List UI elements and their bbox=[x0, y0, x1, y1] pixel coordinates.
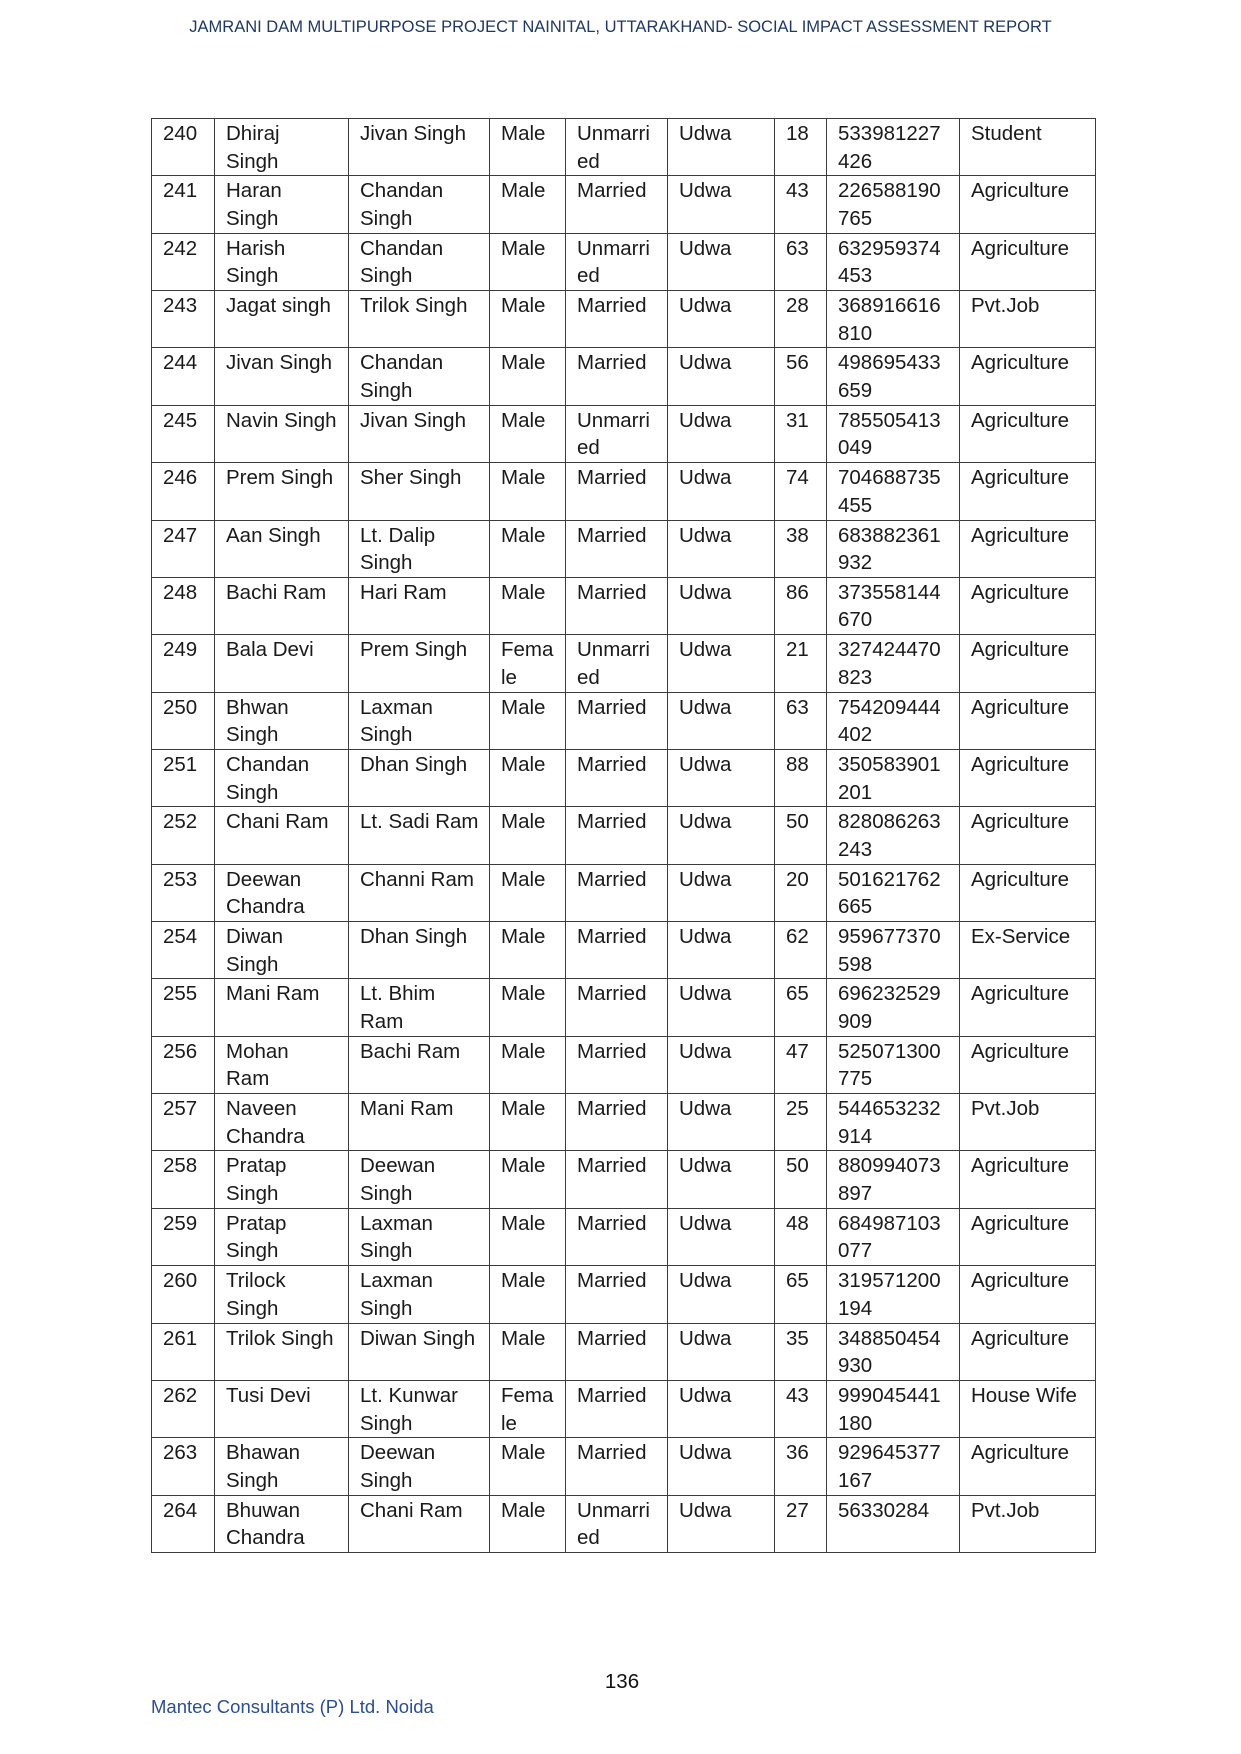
name-cell: Jagat singh bbox=[215, 291, 349, 348]
name-cell: Prem Singh bbox=[215, 463, 349, 520]
marital-status-cell: Married bbox=[566, 864, 668, 921]
id-number-cell: 754209444 402 bbox=[827, 692, 960, 749]
id-number-cell: 525071300 775 bbox=[827, 1036, 960, 1093]
father-name-cell: Diwan Singh bbox=[349, 1323, 490, 1380]
village-cell: Udwa bbox=[668, 1208, 775, 1265]
gender-cell: Male bbox=[490, 1036, 566, 1093]
id-number-cell: 350583901 201 bbox=[827, 749, 960, 806]
village-cell: Udwa bbox=[668, 1495, 775, 1552]
village-cell: Udwa bbox=[668, 807, 775, 864]
table-row bbox=[152, 635, 1096, 692]
marital-status-cell: Married bbox=[566, 749, 668, 806]
footer-company-name: Mantec Consultants (P) Ltd. Noida bbox=[151, 1696, 434, 1717]
village-cell: Udwa bbox=[668, 405, 775, 462]
age-cell: 50 bbox=[775, 807, 827, 864]
gender-cell: Fema le bbox=[490, 635, 566, 692]
occupation-cell: Agriculture bbox=[960, 979, 1096, 1036]
age-cell: 88 bbox=[775, 749, 827, 806]
serial-number-cell: 256 bbox=[152, 1036, 215, 1093]
name-cell: Chani Ram bbox=[215, 807, 349, 864]
serial-number-cell: 243 bbox=[152, 291, 215, 348]
father-name-cell: Channi Ram bbox=[349, 864, 490, 921]
village-cell: Udwa bbox=[668, 1266, 775, 1323]
marital-status-cell: Married bbox=[566, 291, 668, 348]
occupation-cell: Agriculture bbox=[960, 1151, 1096, 1208]
village-cell: Udwa bbox=[668, 1438, 775, 1495]
name-cell: Chandan Singh bbox=[215, 749, 349, 806]
name-cell: Pratap Singh bbox=[215, 1208, 349, 1265]
name-cell: Navin Singh bbox=[215, 405, 349, 462]
age-cell: 27 bbox=[775, 1495, 827, 1552]
occupation-cell: Agriculture bbox=[960, 749, 1096, 806]
id-number-cell: 696232529 909 bbox=[827, 979, 960, 1036]
page-number: 136 bbox=[604, 1670, 640, 1693]
serial-number-cell: 262 bbox=[152, 1380, 215, 1437]
village-cell: Udwa bbox=[668, 1151, 775, 1208]
father-name-cell: Laxman Singh bbox=[349, 1266, 490, 1323]
age-cell: 36 bbox=[775, 1438, 827, 1495]
gender-cell: Male bbox=[490, 119, 566, 176]
serial-number-cell: 245 bbox=[152, 405, 215, 462]
occupation-cell: Agriculture bbox=[960, 1208, 1096, 1265]
serial-number-cell: 250 bbox=[152, 692, 215, 749]
table-row bbox=[152, 1266, 1096, 1323]
age-cell: 43 bbox=[775, 1380, 827, 1437]
father-name-cell: Sher Singh bbox=[349, 463, 490, 520]
occupation-cell: Ex-Service bbox=[960, 922, 1096, 979]
village-cell: Udwa bbox=[668, 348, 775, 405]
occupation-cell: Agriculture bbox=[960, 1266, 1096, 1323]
marital-status-cell: Unmarri ed bbox=[566, 1495, 668, 1552]
serial-number-cell: 251 bbox=[152, 749, 215, 806]
age-cell: 65 bbox=[775, 979, 827, 1036]
name-cell: Dhiraj Singh bbox=[215, 119, 349, 176]
serial-number-cell: 252 bbox=[152, 807, 215, 864]
serial-number-cell: 257 bbox=[152, 1094, 215, 1151]
name-cell: Harish Singh bbox=[215, 233, 349, 290]
data-table bbox=[151, 118, 1096, 1553]
occupation-cell: Agriculture bbox=[960, 864, 1096, 921]
village-cell: Udwa bbox=[668, 291, 775, 348]
gender-cell: Male bbox=[490, 1208, 566, 1265]
table-row bbox=[152, 520, 1096, 577]
id-number-cell: 498695433 659 bbox=[827, 348, 960, 405]
age-cell: 43 bbox=[775, 176, 827, 233]
age-cell: 74 bbox=[775, 463, 827, 520]
age-cell: 18 bbox=[775, 119, 827, 176]
marital-status-cell: Married bbox=[566, 1323, 668, 1380]
father-name-cell: Chani Ram bbox=[349, 1495, 490, 1552]
table-row bbox=[152, 864, 1096, 921]
father-name-cell: Prem Singh bbox=[349, 635, 490, 692]
village-cell: Udwa bbox=[668, 1036, 775, 1093]
name-cell: Mohan Ram bbox=[215, 1036, 349, 1093]
gender-cell: Male bbox=[490, 520, 566, 577]
marital-status-cell: Married bbox=[566, 463, 668, 520]
father-name-cell: Deewan Singh bbox=[349, 1151, 490, 1208]
name-cell: Deewan Chandra bbox=[215, 864, 349, 921]
name-cell: Bhwan Singh bbox=[215, 692, 349, 749]
marital-status-cell: Married bbox=[566, 979, 668, 1036]
serial-number-cell: 261 bbox=[152, 1323, 215, 1380]
marital-status-cell: Married bbox=[566, 1094, 668, 1151]
marital-status-cell: Married bbox=[566, 1380, 668, 1437]
serial-number-cell: 244 bbox=[152, 348, 215, 405]
gender-cell: Male bbox=[490, 749, 566, 806]
table-row bbox=[152, 692, 1096, 749]
village-cell: Udwa bbox=[668, 864, 775, 921]
gender-cell: Male bbox=[490, 807, 566, 864]
age-cell: 65 bbox=[775, 1266, 827, 1323]
name-cell: Aan Singh bbox=[215, 520, 349, 577]
gender-cell: Male bbox=[490, 979, 566, 1036]
serial-number-cell: 241 bbox=[152, 176, 215, 233]
id-number-cell: 327424470 823 bbox=[827, 635, 960, 692]
name-cell: Diwan Singh bbox=[215, 922, 349, 979]
table-row bbox=[152, 922, 1096, 979]
table-row bbox=[152, 1036, 1096, 1093]
id-number-cell: 828086263 243 bbox=[827, 807, 960, 864]
age-cell: 38 bbox=[775, 520, 827, 577]
father-name-cell: Lt. Bhim Ram bbox=[349, 979, 490, 1036]
id-number-cell: 880994073 897 bbox=[827, 1151, 960, 1208]
id-number-cell: 683882361 932 bbox=[827, 520, 960, 577]
id-number-cell: 684987103 077 bbox=[827, 1208, 960, 1265]
marital-status-cell: Married bbox=[566, 922, 668, 979]
occupation-cell: Agriculture bbox=[960, 692, 1096, 749]
table-row bbox=[152, 1438, 1096, 1495]
table-row bbox=[152, 405, 1096, 462]
serial-number-cell: 240 bbox=[152, 119, 215, 176]
gender-cell: Male bbox=[490, 463, 566, 520]
serial-number-cell: 246 bbox=[152, 463, 215, 520]
father-name-cell: Bachi Ram bbox=[349, 1036, 490, 1093]
village-cell: Udwa bbox=[668, 1323, 775, 1380]
village-cell: Udwa bbox=[668, 577, 775, 634]
id-number-cell: 959677370 598 bbox=[827, 922, 960, 979]
occupation-cell: Agriculture bbox=[960, 463, 1096, 520]
id-number-cell: 929645377 167 bbox=[827, 1438, 960, 1495]
name-cell: Haran Singh bbox=[215, 176, 349, 233]
marital-status-cell: Unmarri ed bbox=[566, 233, 668, 290]
id-number-cell: 785505413 049 bbox=[827, 405, 960, 462]
gender-cell: Male bbox=[490, 348, 566, 405]
id-number-cell: 226588190 765 bbox=[827, 176, 960, 233]
id-number-cell: 319571200 194 bbox=[827, 1266, 960, 1323]
occupation-cell: Agriculture bbox=[960, 1323, 1096, 1380]
age-cell: 28 bbox=[775, 291, 827, 348]
gender-cell: Male bbox=[490, 1495, 566, 1552]
marital-status-cell: Married bbox=[566, 1438, 668, 1495]
age-cell: 63 bbox=[775, 692, 827, 749]
name-cell: Tusi Devi bbox=[215, 1380, 349, 1437]
table-row bbox=[152, 807, 1096, 864]
father-name-cell: Lt. Kunwar Singh bbox=[349, 1380, 490, 1437]
serial-number-cell: 259 bbox=[152, 1208, 215, 1265]
table-row bbox=[152, 1094, 1096, 1151]
age-cell: 56 bbox=[775, 348, 827, 405]
table-row bbox=[152, 577, 1096, 634]
marital-status-cell: Married bbox=[566, 692, 668, 749]
age-cell: 86 bbox=[775, 577, 827, 634]
village-cell: Udwa bbox=[668, 749, 775, 806]
marital-status-cell: Married bbox=[566, 1151, 668, 1208]
table-row bbox=[152, 348, 1096, 405]
father-name-cell: Jivan Singh bbox=[349, 405, 490, 462]
father-name-cell: Lt. Sadi Ram bbox=[349, 807, 490, 864]
gender-cell: Male bbox=[490, 1323, 566, 1380]
id-number-cell: 348850454 930 bbox=[827, 1323, 960, 1380]
age-cell: 21 bbox=[775, 635, 827, 692]
serial-number-cell: 242 bbox=[152, 233, 215, 290]
serial-number-cell: 258 bbox=[152, 1151, 215, 1208]
age-cell: 50 bbox=[775, 1151, 827, 1208]
village-cell: Udwa bbox=[668, 635, 775, 692]
village-cell: Udwa bbox=[668, 1094, 775, 1151]
occupation-cell: House Wife bbox=[960, 1380, 1096, 1437]
gender-cell: Male bbox=[490, 922, 566, 979]
father-name-cell: Laxman Singh bbox=[349, 692, 490, 749]
occupation-cell: Agriculture bbox=[960, 176, 1096, 233]
gender-cell: Male bbox=[490, 233, 566, 290]
id-number-cell: 501621762 665 bbox=[827, 864, 960, 921]
occupation-cell: Agriculture bbox=[960, 520, 1096, 577]
serial-number-cell: 248 bbox=[152, 577, 215, 634]
id-number-cell: 704688735 455 bbox=[827, 463, 960, 520]
village-cell: Udwa bbox=[668, 979, 775, 1036]
id-number-cell: 373558144 670 bbox=[827, 577, 960, 634]
marital-status-cell: Married bbox=[566, 348, 668, 405]
serial-number-cell: 255 bbox=[152, 979, 215, 1036]
occupation-cell: Agriculture bbox=[960, 348, 1096, 405]
occupation-cell: Agriculture bbox=[960, 635, 1096, 692]
serial-number-cell: 260 bbox=[152, 1266, 215, 1323]
table-row bbox=[152, 1323, 1096, 1380]
father-name-cell: Chandan Singh bbox=[349, 233, 490, 290]
name-cell: Bala Devi bbox=[215, 635, 349, 692]
village-cell: Udwa bbox=[668, 463, 775, 520]
village-cell: Udwa bbox=[668, 922, 775, 979]
occupation-cell: Pvt.Job bbox=[960, 1495, 1096, 1552]
gender-cell: Male bbox=[490, 1266, 566, 1323]
occupation-cell: Agriculture bbox=[960, 577, 1096, 634]
gender-cell: Male bbox=[490, 577, 566, 634]
id-number-cell: 999045441 180 bbox=[827, 1380, 960, 1437]
table-row bbox=[152, 979, 1096, 1036]
id-number-cell: 632959374 453 bbox=[827, 233, 960, 290]
age-cell: 63 bbox=[775, 233, 827, 290]
age-cell: 35 bbox=[775, 1323, 827, 1380]
gender-cell: Male bbox=[490, 864, 566, 921]
village-cell: Udwa bbox=[668, 692, 775, 749]
occupation-cell: Agriculture bbox=[960, 405, 1096, 462]
gender-cell: Male bbox=[490, 1094, 566, 1151]
name-cell: Mani Ram bbox=[215, 979, 349, 1036]
father-name-cell: Chandan Singh bbox=[349, 176, 490, 233]
serial-number-cell: 264 bbox=[152, 1495, 215, 1552]
name-cell: Pratap Singh bbox=[215, 1151, 349, 1208]
name-cell: Trilock Singh bbox=[215, 1266, 349, 1323]
gender-cell: Fema le bbox=[490, 1380, 566, 1437]
id-number-cell: 533981227 426 bbox=[827, 119, 960, 176]
id-number-cell: 368916616 810 bbox=[827, 291, 960, 348]
father-name-cell: Trilok Singh bbox=[349, 291, 490, 348]
age-cell: 20 bbox=[775, 864, 827, 921]
marital-status-cell: Married bbox=[566, 577, 668, 634]
marital-status-cell: Married bbox=[566, 520, 668, 577]
marital-status-cell: Unmarri ed bbox=[566, 405, 668, 462]
table-row bbox=[152, 291, 1096, 348]
gender-cell: Male bbox=[490, 405, 566, 462]
marital-status-cell: Married bbox=[566, 176, 668, 233]
occupation-cell: Agriculture bbox=[960, 1036, 1096, 1093]
id-number-cell: 544653232 914 bbox=[827, 1094, 960, 1151]
marital-status-cell: Married bbox=[566, 807, 668, 864]
occupation-cell: Agriculture bbox=[960, 233, 1096, 290]
marital-status-cell: Unmarri ed bbox=[566, 119, 668, 176]
father-name-cell: Laxman Singh bbox=[349, 1208, 490, 1265]
marital-status-cell: Unmarri ed bbox=[566, 635, 668, 692]
serial-number-cell: 253 bbox=[152, 864, 215, 921]
table-row bbox=[152, 463, 1096, 520]
serial-number-cell: 247 bbox=[152, 520, 215, 577]
age-cell: 25 bbox=[775, 1094, 827, 1151]
name-cell: Jivan Singh bbox=[215, 348, 349, 405]
age-cell: 47 bbox=[775, 1036, 827, 1093]
father-name-cell: Dhan Singh bbox=[349, 749, 490, 806]
table-row bbox=[152, 1495, 1096, 1552]
gender-cell: Male bbox=[490, 692, 566, 749]
occupation-cell: Student bbox=[960, 119, 1096, 176]
occupation-cell: Agriculture bbox=[960, 1438, 1096, 1495]
gender-cell: Male bbox=[490, 1151, 566, 1208]
father-name-cell: Dhan Singh bbox=[349, 922, 490, 979]
serial-number-cell: 263 bbox=[152, 1438, 215, 1495]
table-row bbox=[152, 1208, 1096, 1265]
name-cell: Bhawan Singh bbox=[215, 1438, 349, 1495]
age-cell: 62 bbox=[775, 922, 827, 979]
serial-number-cell: 249 bbox=[152, 635, 215, 692]
id-number-cell: 56330284 bbox=[827, 1495, 960, 1552]
age-cell: 48 bbox=[775, 1208, 827, 1265]
marital-status-cell: Married bbox=[566, 1208, 668, 1265]
occupation-cell: Agriculture bbox=[960, 807, 1096, 864]
village-cell: Udwa bbox=[668, 1380, 775, 1437]
report-header-title: JAMRANI DAM MULTIPURPOSE PROJECT NAINITAL, UTTARAKHAND- SOCIAL IMPACT ASSESSMENT REPORT bbox=[189, 18, 1052, 36]
village-cell: Udwa bbox=[668, 520, 775, 577]
occupation-cell: Pvt.Job bbox=[960, 1094, 1096, 1151]
table-row bbox=[152, 1380, 1096, 1437]
table-row bbox=[152, 1151, 1096, 1208]
village-cell: Udwa bbox=[668, 233, 775, 290]
table-row bbox=[152, 176, 1096, 233]
marital-status-cell: Married bbox=[566, 1266, 668, 1323]
name-cell: Bhuwan Chandra bbox=[215, 1495, 349, 1552]
village-cell: Udwa bbox=[668, 176, 775, 233]
gender-cell: Male bbox=[490, 291, 566, 348]
father-name-cell: Deewan Singh bbox=[349, 1438, 490, 1495]
table-row bbox=[152, 119, 1096, 176]
father-name-cell: Hari Ram bbox=[349, 577, 490, 634]
name-cell: Bachi Ram bbox=[215, 577, 349, 634]
village-cell: Udwa bbox=[668, 119, 775, 176]
table-row bbox=[152, 749, 1096, 806]
name-cell: Naveen Chandra bbox=[215, 1094, 349, 1151]
father-name-cell: Jivan Singh bbox=[349, 119, 490, 176]
serial-number-cell: 254 bbox=[152, 922, 215, 979]
father-name-cell: Lt. Dalip Singh bbox=[349, 520, 490, 577]
gender-cell: Male bbox=[490, 1438, 566, 1495]
occupation-cell: Pvt.Job bbox=[960, 291, 1096, 348]
table-row bbox=[152, 233, 1096, 290]
name-cell: Trilok Singh bbox=[215, 1323, 349, 1380]
father-name-cell: Chandan Singh bbox=[349, 348, 490, 405]
age-cell: 31 bbox=[775, 405, 827, 462]
gender-cell: Male bbox=[490, 176, 566, 233]
father-name-cell: Mani Ram bbox=[349, 1094, 490, 1151]
marital-status-cell: Married bbox=[566, 1036, 668, 1093]
